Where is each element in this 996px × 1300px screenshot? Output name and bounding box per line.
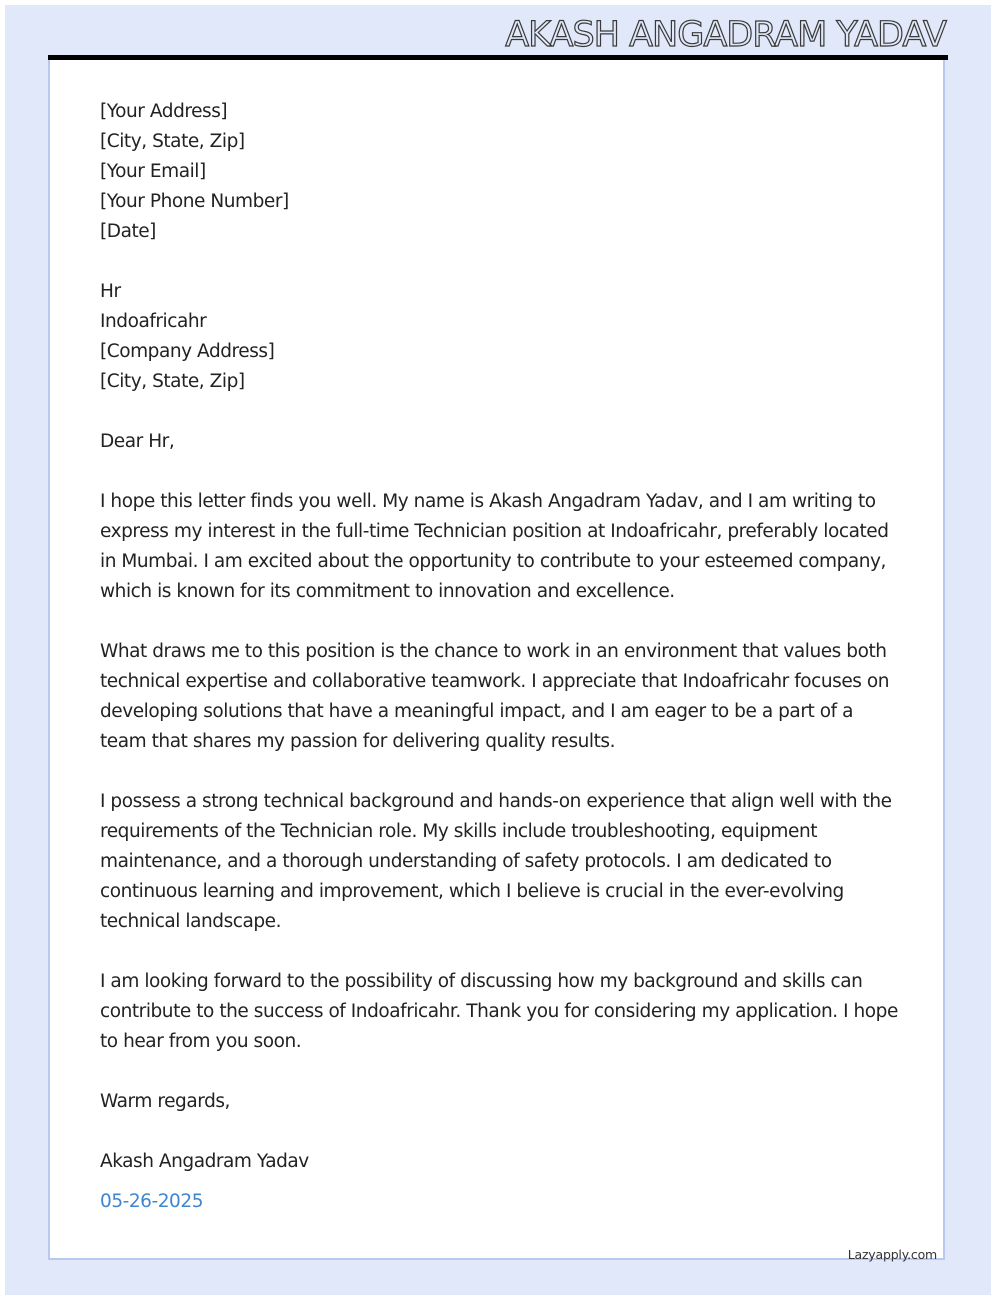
salutation: Dear Hr, — [100, 431, 175, 452]
closing: Warm regards, — [100, 1091, 230, 1112]
letter-date: 05-26-2025 — [100, 1191, 204, 1212]
applicant-name-heading: AKASH ANGADRAM YADAV — [505, 15, 946, 55]
body-paragraph: I am looking forward to the possibility of discussing how my background and skills can contribute to the success of Indoafricahr. Thank you for considering my application. I hope to hear from you soon. — [100, 971, 898, 1052]
signature-name: Akash Angadram Yadav — [100, 1151, 309, 1172]
cover-letter — [100, 97, 900, 1217]
sender-city-state-zip: [City, State, Zip] — [100, 131, 245, 152]
sender-date: [Date] — [100, 221, 156, 242]
body-paragraph: I possess a strong technical background and hands-on experience that align well with the requirements of the Technician role. My skills include troubleshooting, equipment maintenance, and a thorough understanding of safety protocols. I am dedicated to continuous learning and improvement, which I believe is crucial in the ever-evolving technical landscape. — [100, 791, 892, 932]
recipient-company: Indoafricahr — [100, 311, 207, 332]
sender-address: [Your Address] — [100, 101, 228, 122]
body-paragraph: I hope this letter finds you well. My name is Akash Angadram Yadav, and I am writing to express my interest in the full-time Technician position at Indoafricahr, preferably located in Mumbai. I am excited about the opportunity to contribute to your esteemed company, which is known for its commitment to innovation and excellence. — [100, 491, 889, 602]
sender-email: [Your Email] — [100, 161, 206, 182]
sender-phone: [Your Phone Number] — [100, 191, 289, 212]
spacer — [100, 247, 900, 277]
body-paragraph: What draws me to this position is the chance to work in an environment that values both technical expertise and collaborative teamwork. I appreciate that Indoafricahr focuses on developing solutions that have a meaningful impact, and I am eager to be a part of a team that shares my passion for delivering quality results. — [100, 641, 890, 752]
recipient-name: Hr — [100, 281, 121, 302]
footer-brand: Lazyapply.com — [847, 1247, 937, 1262]
recipient-block — [100, 277, 900, 397]
recipient-address: [Company Address] — [100, 341, 275, 362]
spacer — [100, 397, 900, 427]
sender-block — [100, 97, 900, 247]
recipient-city-state-zip: [City, State, Zip] — [100, 371, 245, 392]
